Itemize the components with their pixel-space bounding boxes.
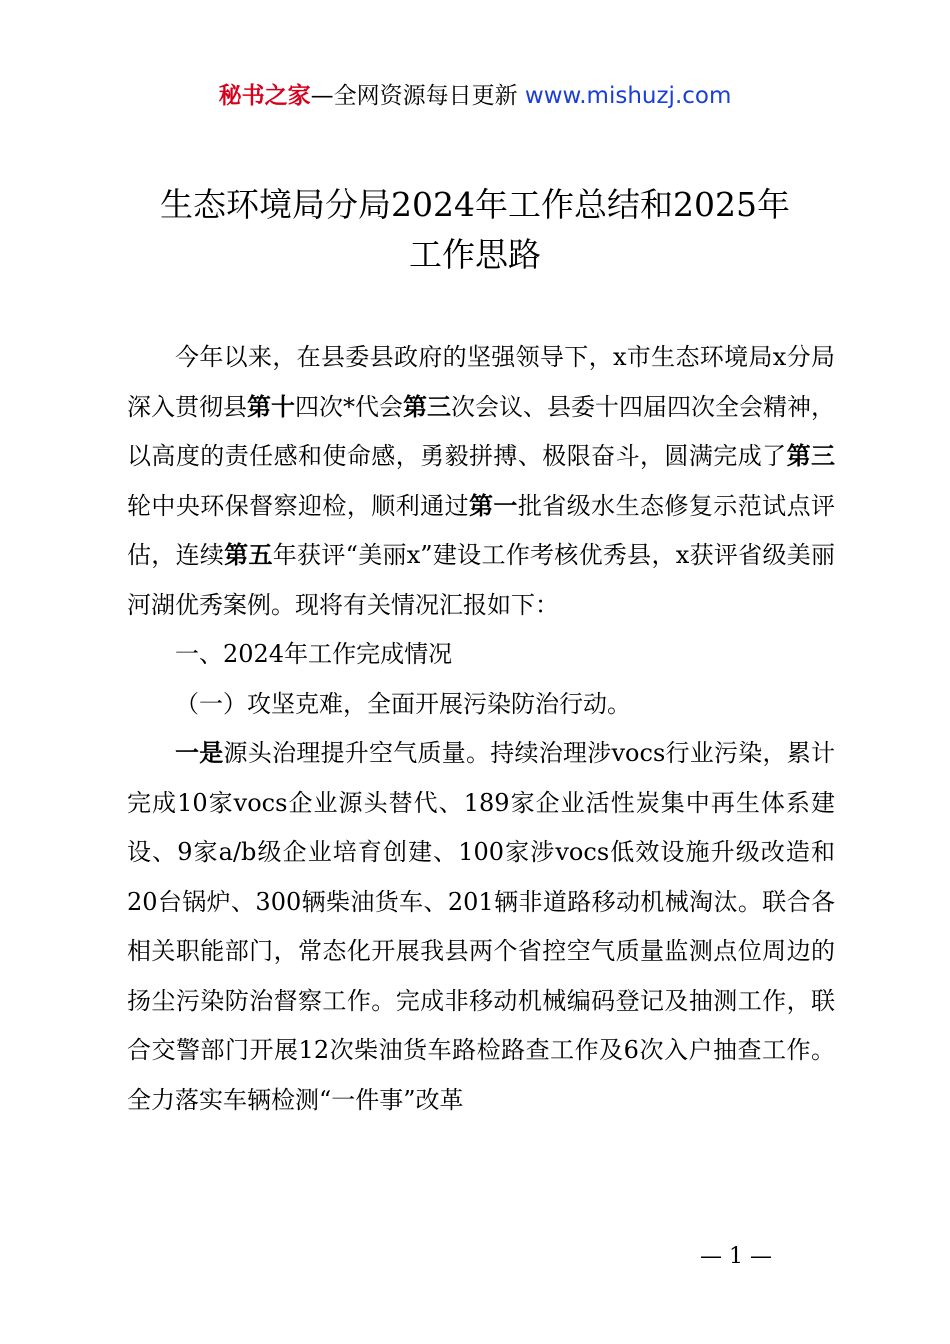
subsection-heading: （一）攻坚克难，全面开展污染防治行动。 (175, 689, 631, 718)
intro-bold-3: 第三 (786, 442, 836, 470)
intro-text-5: 批省级水生态修复示范试点评估，连续 (127, 491, 836, 569)
intro-bold-1: 第十 (247, 392, 295, 421)
section-heading: 一、2024年工作完成情况 (175, 640, 453, 668)
intro-text-6: 年获评“美丽x”建设工作考核优秀县，x获评省级美丽河湖优秀案例。现将有关情况汇报如下： (127, 541, 836, 619)
site-url-link[interactable]: www.mishuzj.com (524, 83, 732, 109)
intro-paragraph (127, 333, 835, 630)
paragraph-lead: 一是 (175, 739, 224, 767)
site-brand: 秘书之家 (218, 83, 311, 109)
intro-bold-5: 第五 (224, 541, 273, 569)
page-number: — 1 — (700, 1244, 772, 1269)
title-line-2: 工作思路 (409, 235, 541, 274)
site-header (0, 80, 950, 112)
intro-text-3: 次会议、县委十四届四次全会精神，以高度的责任感和使命感，勇毅拼搏、极限奋斗，圆满完成了 (127, 392, 835, 470)
document-title (100, 180, 850, 280)
intro-text-1: 今年以来，在县委县政府的坚强领导下，x市生态环境局x分局深入贯彻县 (127, 343, 835, 421)
intro-text-2: 四次*代会 (295, 392, 403, 421)
intro-text-4: 轮中央环保督察迎检，顺利通过 (127, 491, 469, 520)
intro-bold-4: 第一 (469, 491, 518, 520)
title-line-1: 生态环境局分局2024年工作总结和2025年 (160, 185, 790, 224)
body-paragraph (127, 729, 835, 1125)
document-body (127, 333, 835, 1125)
paragraph-text: 源头治理提升空气质量。持续治理涉vocs行业污染，累计完成10家vocs企业源头替代、189家企业活性炭集中再生体系建设、9家a/b级企业培育创建、100家涉vocs低效设施升级改造和20台锅炉、300辆柴油货车、201辆非道路移动机械淘汰。联合各相关职能部门，常态化开展我县两个省控空气质量监测点位周边的扬尘污染防治督察工作。完成非移动机械编码登记及抽测工作，联合交警部门开展12次柴油货车路检路查工作及6次入户抽查工作。全力落实车辆检测“一件事”改革 (127, 739, 835, 1114)
site-slogan: —全网资源每日更新 (310, 83, 518, 109)
intro-bold-2: 第三 (403, 392, 451, 421)
